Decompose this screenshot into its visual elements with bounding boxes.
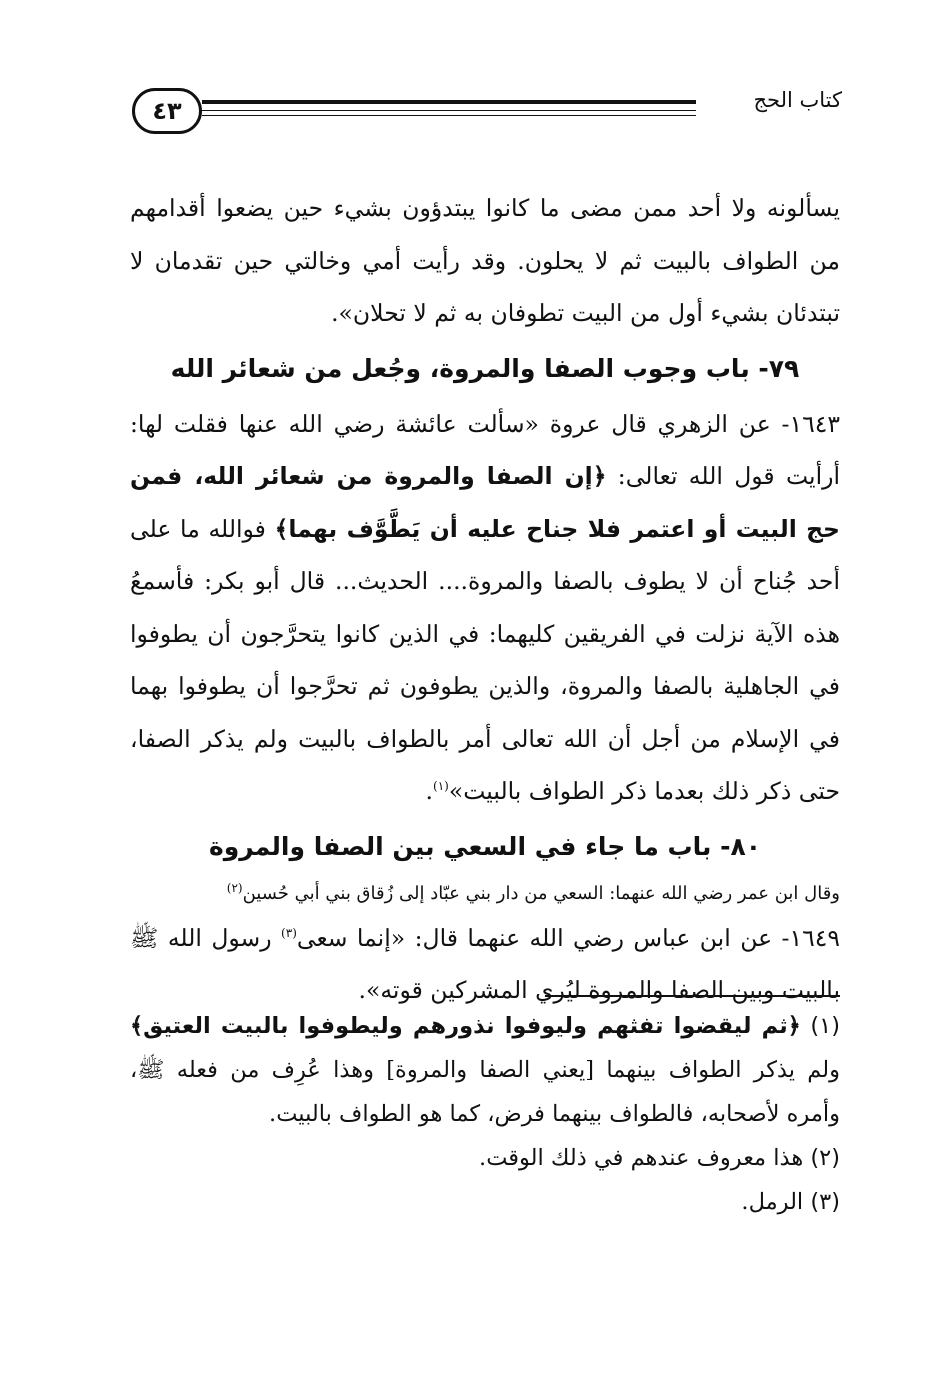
header-rule-thin-2 bbox=[202, 115, 696, 116]
paragraph-1: يسألونه ولا أحد ممن مضى ما كانوا يبتدؤون بشيء حين يضعوا أقدامهم من الطواف بالبيت ثم لا يحلون. وقد رأيت أمي وخالتي حين تقدمان لا تبتدئان بشيء أول من البيت تطوفان به ثم لا تحلان». bbox=[130, 194, 840, 327]
book-title: كتاب الحج bbox=[753, 88, 842, 112]
footnote-1-text: ولم يذكر الطواف بينهما [يعني الصفا والمروة] وهذا عُرِف من فعله ﷺ، وأمره لأصحابه، فالطواف بينهما فرض، كما هو الطواف بالبيت. bbox=[130, 1057, 840, 1127]
footnote-ref-3: (٣) bbox=[281, 925, 297, 940]
page-number: ٤٣ bbox=[132, 88, 202, 134]
footnote-1-number: (١) bbox=[810, 1013, 841, 1039]
footnote-1 bbox=[130, 1004, 840, 1136]
hadith-1649-intro: ١٦٤٩- عن ابن عباس رضي الله عنهما قال: «إنما سعى bbox=[296, 923, 840, 952]
footnote-1-quran: ﴿ثم ليقضوا تفثهم وليوفوا نذورهم وليطوفوا بالبيت العتيق﴾ bbox=[130, 1013, 801, 1039]
footnote-2-number: (٢) bbox=[810, 1145, 840, 1171]
hadith-1643-intro: ١٦٤٣- عن الزهري قال عروة «سألت عائشة رضي الله عنها فقلت لها: أرأيت قول الله تعالى: bbox=[130, 409, 840, 490]
ibn-umar-note bbox=[130, 876, 840, 912]
quran-verse: ﴿إن الصفا والمروة من شعائر الله، فمن حج البيت أو اعتمر فلا جناح عليه أن يَطَّوَّف بهما﴾ bbox=[130, 462, 840, 543]
chapter-heading-79: ٧٩- باب وجوب الصفا والمروة، وجُعل من شعائر الله bbox=[170, 353, 800, 383]
footnote-2 bbox=[130, 1136, 840, 1180]
hadith-1643 bbox=[130, 398, 840, 818]
footnote-3-text: الرمل. bbox=[741, 1189, 811, 1215]
main-text bbox=[130, 182, 840, 1017]
hadith-1649-body: رسول الله ﷺ بالبيت وبين الصفا والمروة ليُري المشركين قوته». bbox=[130, 923, 840, 1004]
hadith-1649 bbox=[130, 912, 840, 1017]
header-rule-thin bbox=[202, 110, 696, 111]
footnote-ref-1: (١) bbox=[433, 779, 449, 794]
footnote-ref-2: (٢) bbox=[226, 880, 243, 895]
hadith-1643-body: فوالله ما على أحد جُناح أن لا يطوف بالصفا والمروة.... الحديث... قال أبو بكر: فأسمعُ هذه الآية نزلت في الفريقين كليهما: في الذين كانوا يتحرَّجون أن يطوفوا في الجاهلية بالصفا والمروة، والذين يطوفون ثم تحرَّجوا أن يطوفوا بهما في الإسلام من أجل أن الله تعالى أمر بالطواف بالبيت ولم يذكر الصفا، حتى ذكر ذلك بعدما ذكر الطواف بالبيت» bbox=[130, 514, 840, 805]
footnote-3 bbox=[130, 1180, 840, 1224]
footnote-3-number: (٣) bbox=[810, 1189, 840, 1215]
ibn-umar-text: وقال ابن عمر رضي الله عنهما: السعي من دار بني عبّاد إلى زُقاق بني أبي حُسين bbox=[242, 882, 840, 904]
page-header bbox=[126, 84, 846, 140]
footnotes bbox=[130, 1004, 840, 1224]
chapter-heading-80: ٨٠- باب ما جاء في السعي بين الصفا والمروة bbox=[208, 831, 762, 861]
header-rule-thick bbox=[202, 100, 696, 104]
footnote-2-text: هذا معروف عندهم في ذلك الوقت. bbox=[479, 1145, 811, 1171]
hadith-1643-end: . bbox=[425, 777, 434, 805]
footnote-separator bbox=[545, 995, 840, 997]
